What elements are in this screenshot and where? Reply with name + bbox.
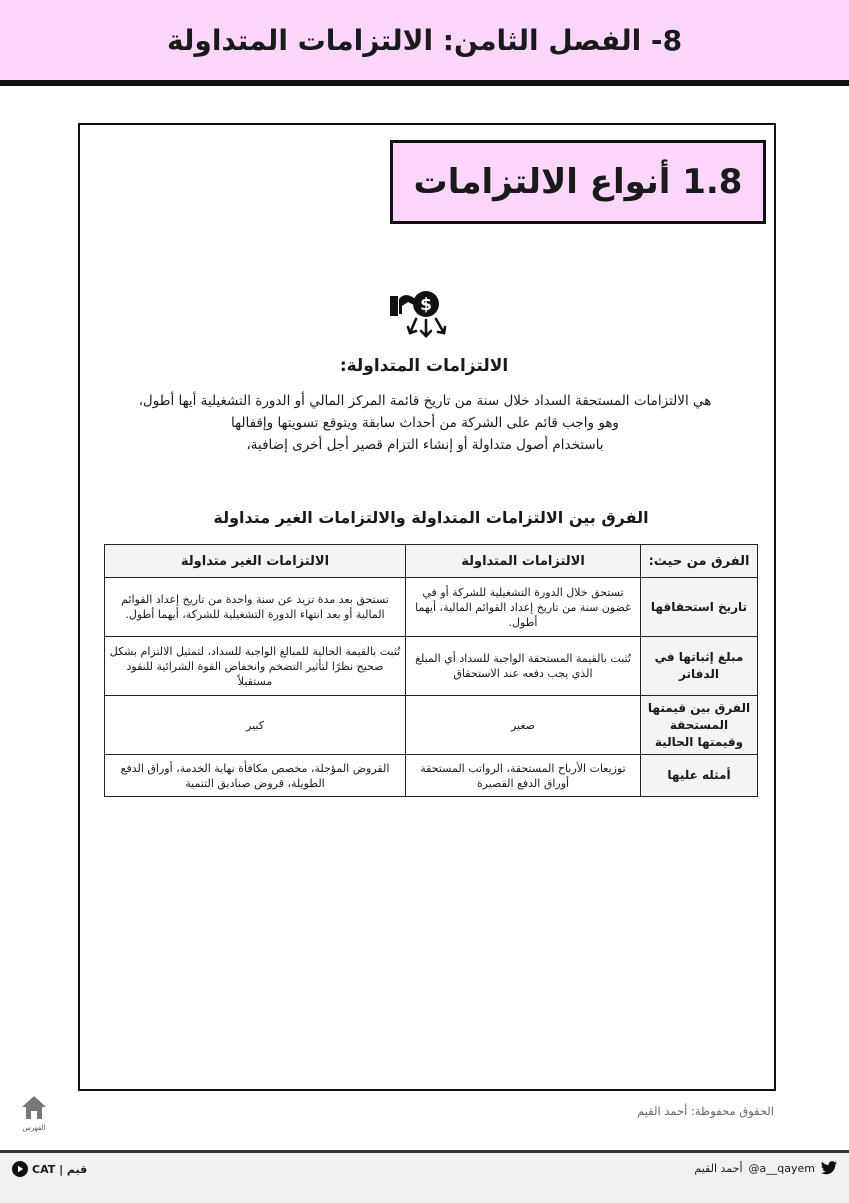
table-row <box>105 637 758 696</box>
table-row <box>105 578 758 637</box>
row-label: أمثله عليها <box>641 755 758 797</box>
noncurrent-cell: القروض المؤجلة، مخصص مكافأة نهاية الخدمة، أوراق الدفع الطويلة، قروض صناديق التنمية <box>105 755 406 797</box>
header-noncurrent: الالتزامات الغير متداولة <box>105 545 406 578</box>
svg-text:$: $ <box>420 295 432 315</box>
home-icon <box>20 1094 48 1120</box>
table-header-row <box>105 545 758 578</box>
section-heading-box <box>390 140 766 224</box>
row-label: الفرق بين قيمتها المستحقة وقيمتها الحالية <box>641 696 758 755</box>
header-current: الالتزامات المتداولة <box>406 545 641 578</box>
section-title: 1.8 أنواع الالتزامات <box>413 162 743 202</box>
page-footer <box>0 1150 849 1203</box>
comparison-table-title: الفرق بين الالتزامات المتداولة والالتزامات الغير متداولة <box>213 508 649 527</box>
header-aspect: الفرق من حيث: <box>641 545 758 578</box>
current-cell: توزيعات الأرباح المستحقة، الرواتب المستحقة أوراق الدفع القصيرة <box>406 755 641 797</box>
noncurrent-cell: تُثبت بالقيمة الحالية للمبالغ الواجبة للسداد، لتمثيل الالتزام بشكل صحيح نظرًا لتأثير التضخم وانخفاض القوة الشرائية للنقود مستقبلاً <box>105 637 406 696</box>
author-name: أحمد القيم <box>694 1161 743 1175</box>
author-info <box>694 1161 837 1175</box>
table-row <box>105 696 758 755</box>
home-label: الفهرس <box>22 1124 46 1132</box>
current-cell: تستحق خلال الدورة التشغيلية للشركة أو في غضون سنة من تاريخ إعداد القوائم المالية، أيهما أطول. <box>406 578 641 637</box>
copyright-text: الحقوق محفوظة: أحمد القيم <box>637 1104 774 1118</box>
index-home-link[interactable] <box>14 1094 54 1132</box>
definition-line: وهو واجب قائم على الشركة من أحداث سابقة ويتوقع تسويتها وإقفالها <box>231 415 619 431</box>
current-cell: صغير <box>406 696 641 755</box>
row-label: تاريخ استحقاقها <box>641 578 758 637</box>
money-transfer-icon <box>388 288 452 340</box>
youtube-channel-link[interactable] <box>12 1161 87 1177</box>
noncurrent-cell: تستحق بعد مدة تزيد عن سنة واحدة من تاريخ إعداد القوائم المالية أو بعد انتهاء الدورة التشغيلية للشركة، أيهما أطول. <box>105 578 406 637</box>
youtube-icon <box>12 1161 28 1177</box>
twitter-icon <box>821 1161 837 1175</box>
current-cell: تُثبت بالقيمة المستحقة الواجبة للسداد أي المبلغ الذي يجب دفعه عند الاستحقاق <box>406 637 641 696</box>
twitter-handle[interactable]: @a__qayem <box>748 1161 815 1175</box>
definition-line: باستخدام أصول متداولة أو إنشاء التزام قصير أجل أخرى إضافية، <box>246 437 604 453</box>
noncurrent-cell: كبير <box>105 696 406 755</box>
row-label: مبلغ إثباتها في الدفاتر <box>641 637 758 696</box>
comparison-table <box>104 544 758 797</box>
definition-text <box>95 390 755 456</box>
definition-title: الالتزامات المتداولة: <box>339 356 509 376</box>
chapter-header <box>0 0 849 86</box>
channel-name: CAT | قيم <box>32 1162 88 1176</box>
definition-line: هي الالتزامات المستحقة السداد خلال سنة من تاريخ قائمة المركز المالي أو الدورة التشغيلية أيها أطول، <box>138 393 712 409</box>
table-row <box>105 755 758 797</box>
chapter-title: 8- الفصل الثامن: الالتزامات المتداولة <box>166 23 683 57</box>
